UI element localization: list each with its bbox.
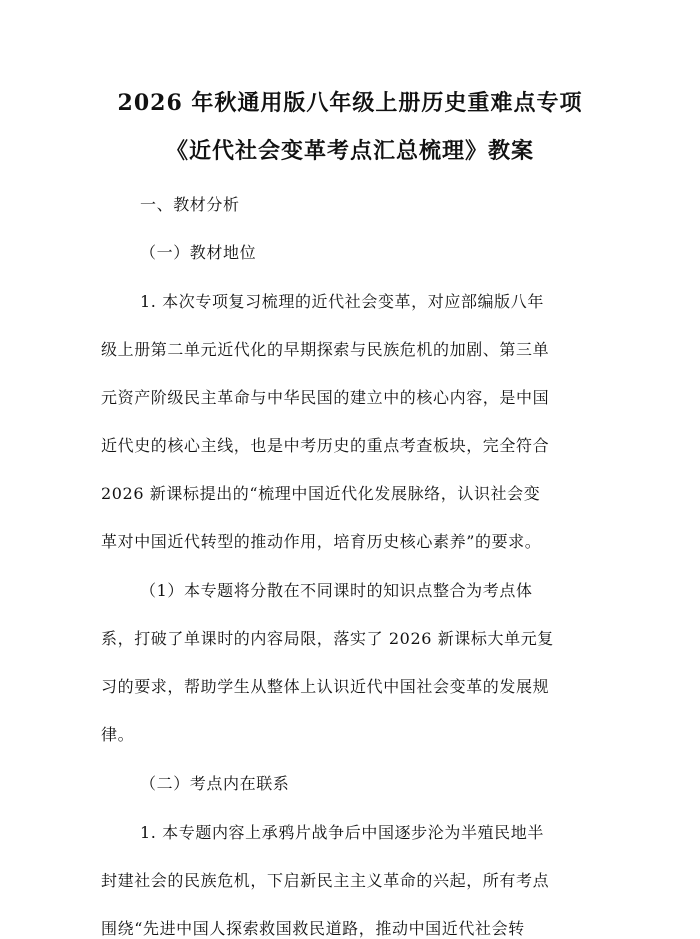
paragraph-1-line-3: 元资产阶级民主革命与中华民国的建立中的核心内容，是中国: [101, 388, 550, 407]
paragraph-1-line-6: 革对中国近代转型的推动作用，培育历史核心素养”的要求。: [101, 532, 542, 551]
paragraph-1-line-5: 2026 新课标提出的“梳理中国近代化发展脉络，认识社会变: [101, 484, 541, 503]
paragraph-1-line-1: 1. 本次专项复习梳理的近代社会变革，对应部编版八年: [140, 292, 544, 311]
paragraph-2-line-4: 律。: [101, 725, 135, 744]
subsection-heading-textbook-position: （一）教材地位: [140, 243, 257, 262]
paragraph-1-line-2: 级上册第二单元近代化的早期探索与民族危机的加剧、第三单: [101, 340, 550, 359]
document-title-line-2: 《近代社会变革考点汇总梳理》教案: [165, 138, 534, 164]
section-heading-textbook-analysis: 一、教材分析: [140, 195, 240, 214]
paragraph-3-line-2: 封建社会的民族危机，下启新民主主义革命的兴起，所有考点: [101, 871, 550, 890]
document-title-line-1: 2026 年秋通用版八年级上册历史重难点专项: [117, 90, 583, 116]
paragraph-1-line-4: 近代史的核心主线，也是中考历史的重点考查板块，完全符合: [101, 436, 550, 455]
paragraph-2-line-1: （1）本专题将分散在不同课时的知识点整合为考点体: [140, 581, 533, 600]
paragraph-3-line-1: 1. 本专题内容上承鸦片战争后中国逐步沦为半殖民地半: [140, 823, 544, 842]
paragraph-2-line-3: 习的要求，帮助学生从整体上认识近代中国社会变革的发展规: [101, 677, 550, 696]
paragraph-2-line-2: 系，打破了单课时的内容局限，落实了 2026 新课标大单元复: [101, 629, 554, 648]
paragraph-3-line-3: 围绕“先进中国人探索救国救民道路，推动中国近代社会转: [101, 919, 525, 938]
subsection-heading-internal-connection: （二）考点内在联系: [140, 774, 290, 793]
